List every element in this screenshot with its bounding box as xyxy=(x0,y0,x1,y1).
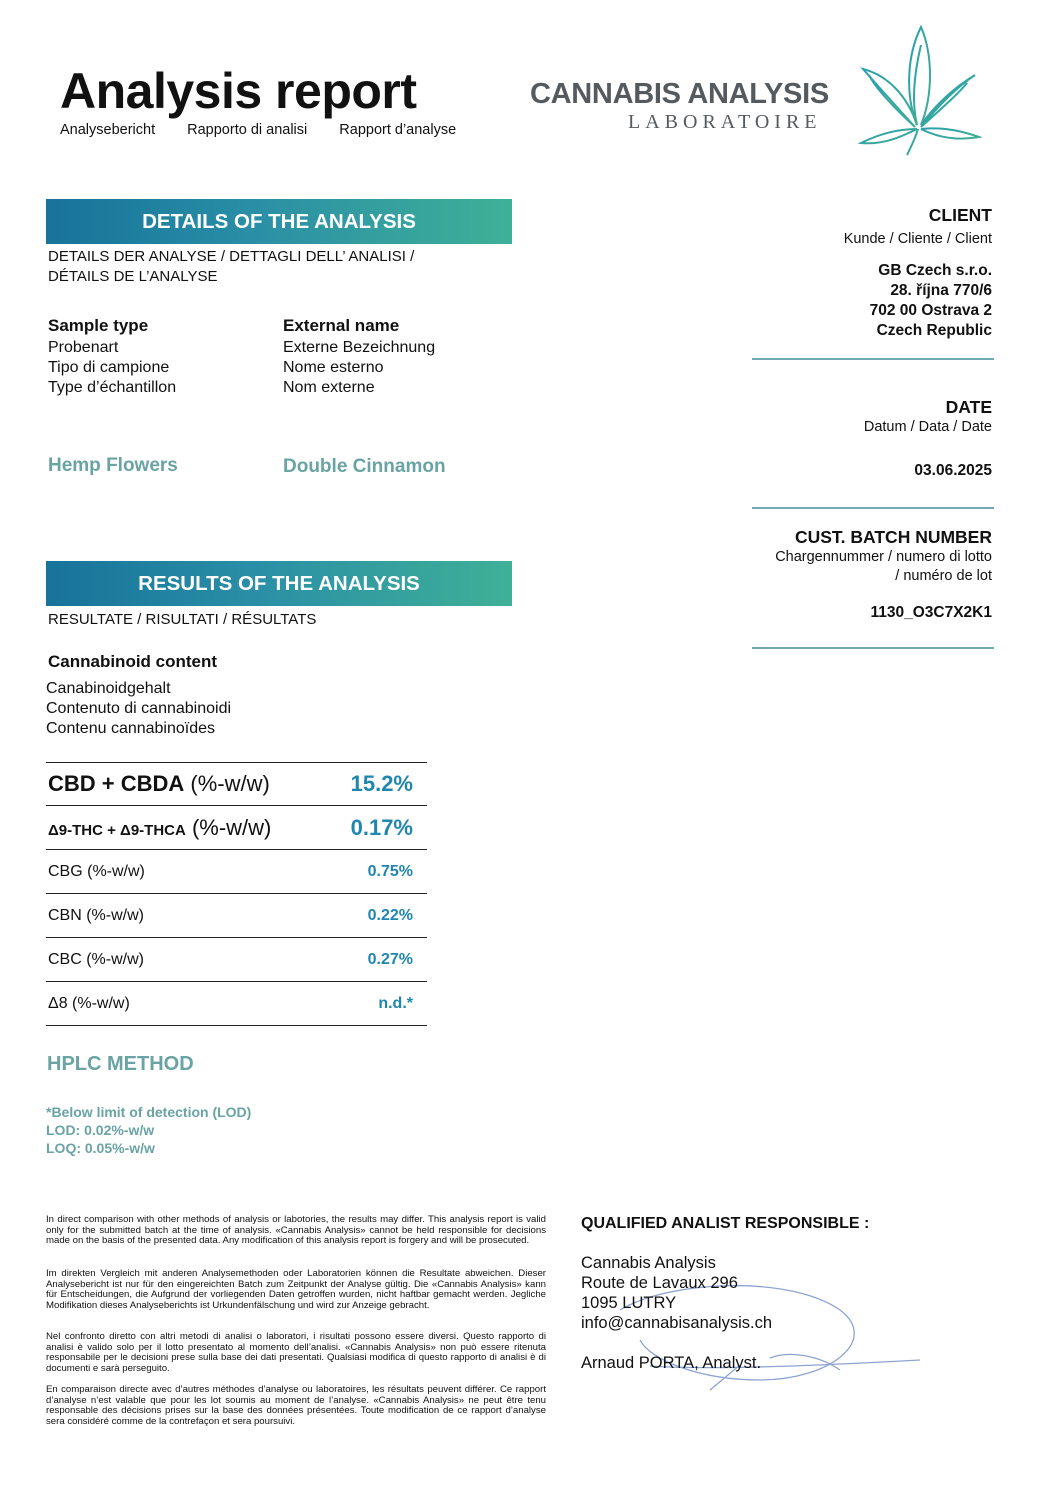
row-name: CBN (%-w/w) xyxy=(48,906,144,924)
client-address xyxy=(870,261,992,341)
cannabinoid-de: Canabinoidgehalt xyxy=(46,680,171,697)
detection-limits xyxy=(46,1103,251,1157)
cannabinoid-it: Contenuto di cannabinoidi xyxy=(46,700,232,717)
client-country: Czech Republic xyxy=(876,322,992,339)
table-row xyxy=(46,938,427,982)
analyst-name: Arnaud PORTA, Analyst. xyxy=(581,1354,762,1372)
details-banner: DETAILS OF THE ANALYSIS xyxy=(46,199,512,244)
sample-type-it: Tipo di campione xyxy=(48,359,170,376)
table-row xyxy=(46,806,427,850)
table-row xyxy=(46,982,427,1026)
row-name xyxy=(48,771,270,797)
client-subtitle: Kunde / Cliente / Client xyxy=(843,231,992,247)
disclaimer-it: Nel confronto diretto con altri metodi di analisi o laboratori, i risultati possono essere diversi. Questo rapporto di analisi è valido solo per il lotto presentato al momento dell’analisi. «Cannabis Analysis» non può essere ritenuta responsabile per le decisioni prese sulla base dei dati presentati. Qualsiasi modifica di questo rapporto di analisi è di documenti e sarà perseguito. xyxy=(46,1331,546,1374)
spacer xyxy=(581,1333,772,1353)
row-name: CBG (%-w/w) xyxy=(48,862,145,880)
date-value: 03.06.2025 xyxy=(914,462,992,479)
row-value: 15.2% xyxy=(350,771,413,796)
external-name-it: Nome esterno xyxy=(283,359,384,376)
cannabinoid-content-translations xyxy=(46,679,231,739)
divider xyxy=(752,647,994,649)
row-value: 0.75% xyxy=(367,862,413,880)
row-value: 0.27% xyxy=(367,950,413,968)
results-table xyxy=(46,762,427,1026)
table-row xyxy=(46,894,427,938)
row-name: Δ8 (%-w/w) xyxy=(48,994,130,1012)
lab-street: Route de Lavaux 296 xyxy=(581,1274,738,1292)
row-name: CBC (%-w/w) xyxy=(48,950,144,968)
title-it: Rapporto di analisi xyxy=(187,122,308,138)
disclaimer-de: Im direkten Vergleich mit anderen Analysemethoden oder Laboratorien können die Resultate abweichen. Dieser Analysebericht ist nur für den eingereichten Batch zum Zeitpunkt der Analyse gültig. Die «Cannabis Analysis» kann für Entscheidungen, die Aufgrund der vorliegenden Daten getroffen wurden, nicht haftbar gemacht werden. Jegliche Modifikation dieses Analyseberichts ist Urkundenfälschung und wird zur Anzeige gebracht. xyxy=(46,1268,546,1311)
logo-subtitle: LABORATOIRE xyxy=(628,111,822,133)
batch-heading: CUST. BATCH NUMBER xyxy=(794,527,992,547)
row-name-bold: Δ9-THC + Δ9-THCA xyxy=(48,821,186,839)
row-value: n.d.* xyxy=(378,994,413,1012)
cannabinoid-content-label: Cannabinoid content xyxy=(48,652,218,671)
row-name-bold: CBD + CBDA xyxy=(48,771,185,796)
table-row xyxy=(46,762,427,806)
batch-subtitle-line2: / numéro de lot xyxy=(895,568,992,584)
lab-city: 1095 LUTRY xyxy=(581,1294,677,1312)
lab-name: Cannabis Analysis xyxy=(581,1254,716,1272)
date-heading: DATE xyxy=(945,397,992,417)
external-name-block xyxy=(283,316,435,398)
details-subtitle-line1: DETAILS DER ANALYSE / DETTAGLI DELL’ ANALISI / xyxy=(48,248,415,265)
external-name-label: External name xyxy=(283,316,400,335)
disclaimer-en: In direct comparison with other methods of analysis or labotories, the results may differ. This analysis report is valid only for the submitted batch at the time of analysis. «Cannabis Analysis» cannot be held responsible for decisions made on the basis of the presented data. Any modification of this analysis report is forgery and will be prosecuted. xyxy=(46,1214,546,1247)
details-subtitle-line2: DÉTAILS DE L’ANALYSE xyxy=(48,268,218,285)
lod-value: LOD: 0.02%-w/w xyxy=(46,1122,155,1138)
external-name-fr: Nom externe xyxy=(283,379,375,396)
external-name-value: Double Cinnamon xyxy=(283,456,446,477)
row-name-unit: (%-w/w) xyxy=(184,771,270,796)
sample-type-block xyxy=(48,316,176,398)
title-de: Analysebericht xyxy=(60,122,156,138)
sample-type-translations xyxy=(48,338,176,398)
external-name-translations xyxy=(283,338,435,398)
method-name: HPLC METHOD xyxy=(47,1053,194,1075)
sample-type-fr: Type d’échantillon xyxy=(48,379,177,396)
lab-email: info@cannabisanalysis.ch xyxy=(581,1314,773,1332)
responsible-address xyxy=(581,1253,772,1373)
external-name-de: Externe Bezeichnung xyxy=(283,339,436,356)
details-subtitle xyxy=(48,247,414,287)
client-heading: CLIENT xyxy=(928,205,992,225)
report-title-translations xyxy=(60,122,484,138)
divider xyxy=(752,358,994,360)
date-subtitle: Datum / Data / Date xyxy=(863,419,992,435)
cannabis-leaf-logo-icon xyxy=(855,25,985,157)
title-fr: Rapport d’analyse xyxy=(339,122,457,138)
sample-type-value: Hemp Flowers xyxy=(48,455,178,476)
divider xyxy=(752,507,994,509)
responsible-heading: QUALIFIED ANALIST RESPONSIBLE : xyxy=(581,1215,870,1232)
client-city: 702 00 Ostrava 2 xyxy=(869,302,992,319)
batch-subtitle-line1: Chargennummer / numero di lotto xyxy=(775,549,992,565)
results-banner: RESULTS OF THE ANALYSIS xyxy=(46,561,512,606)
row-name xyxy=(48,815,271,841)
client-street: 28. října 770/6 xyxy=(890,282,992,299)
client-name: GB Czech s.r.o. xyxy=(878,262,992,279)
sample-type-label: Sample type xyxy=(48,316,149,335)
row-value: 0.22% xyxy=(367,906,413,924)
batch-number: 1130_O3C7X2K1 xyxy=(870,604,992,621)
table-row xyxy=(46,850,427,894)
results-subtitle: RESULTATE / RISULTATI / RÉSULTATS xyxy=(48,611,317,628)
row-value: 0.17% xyxy=(350,814,413,840)
row-name-unit: (%-w/w) xyxy=(185,814,272,840)
sample-type-de: Probenart xyxy=(48,339,119,356)
logo-wordmark: CANNABIS ANALYSIS xyxy=(530,78,829,110)
report-title: Analysis report xyxy=(60,63,417,119)
disclaimer-fr: En comparaison directe avec d’autres méthodes d’analyse ou laboratoires, les résultats peuvent différer. Ce rapport d’analyse n’est valable que pour les lot soumis au moment de l’analyse. «Cannabis Analysis» ne peut être tenu responsable des décisions prises sur la base des données présentées. Toute modification de ce rapport d’analyse sera considéré comme de la contrefaçon et sera poursuivi. xyxy=(46,1384,546,1427)
lod-note: *Below limit of detection (LOD) xyxy=(46,1104,252,1120)
cannabinoid-fr: Contenu cannabinoïdes xyxy=(46,720,216,737)
batch-subtitle xyxy=(775,548,992,586)
loq-value: LOQ: 0.05%-w/w xyxy=(46,1140,155,1156)
